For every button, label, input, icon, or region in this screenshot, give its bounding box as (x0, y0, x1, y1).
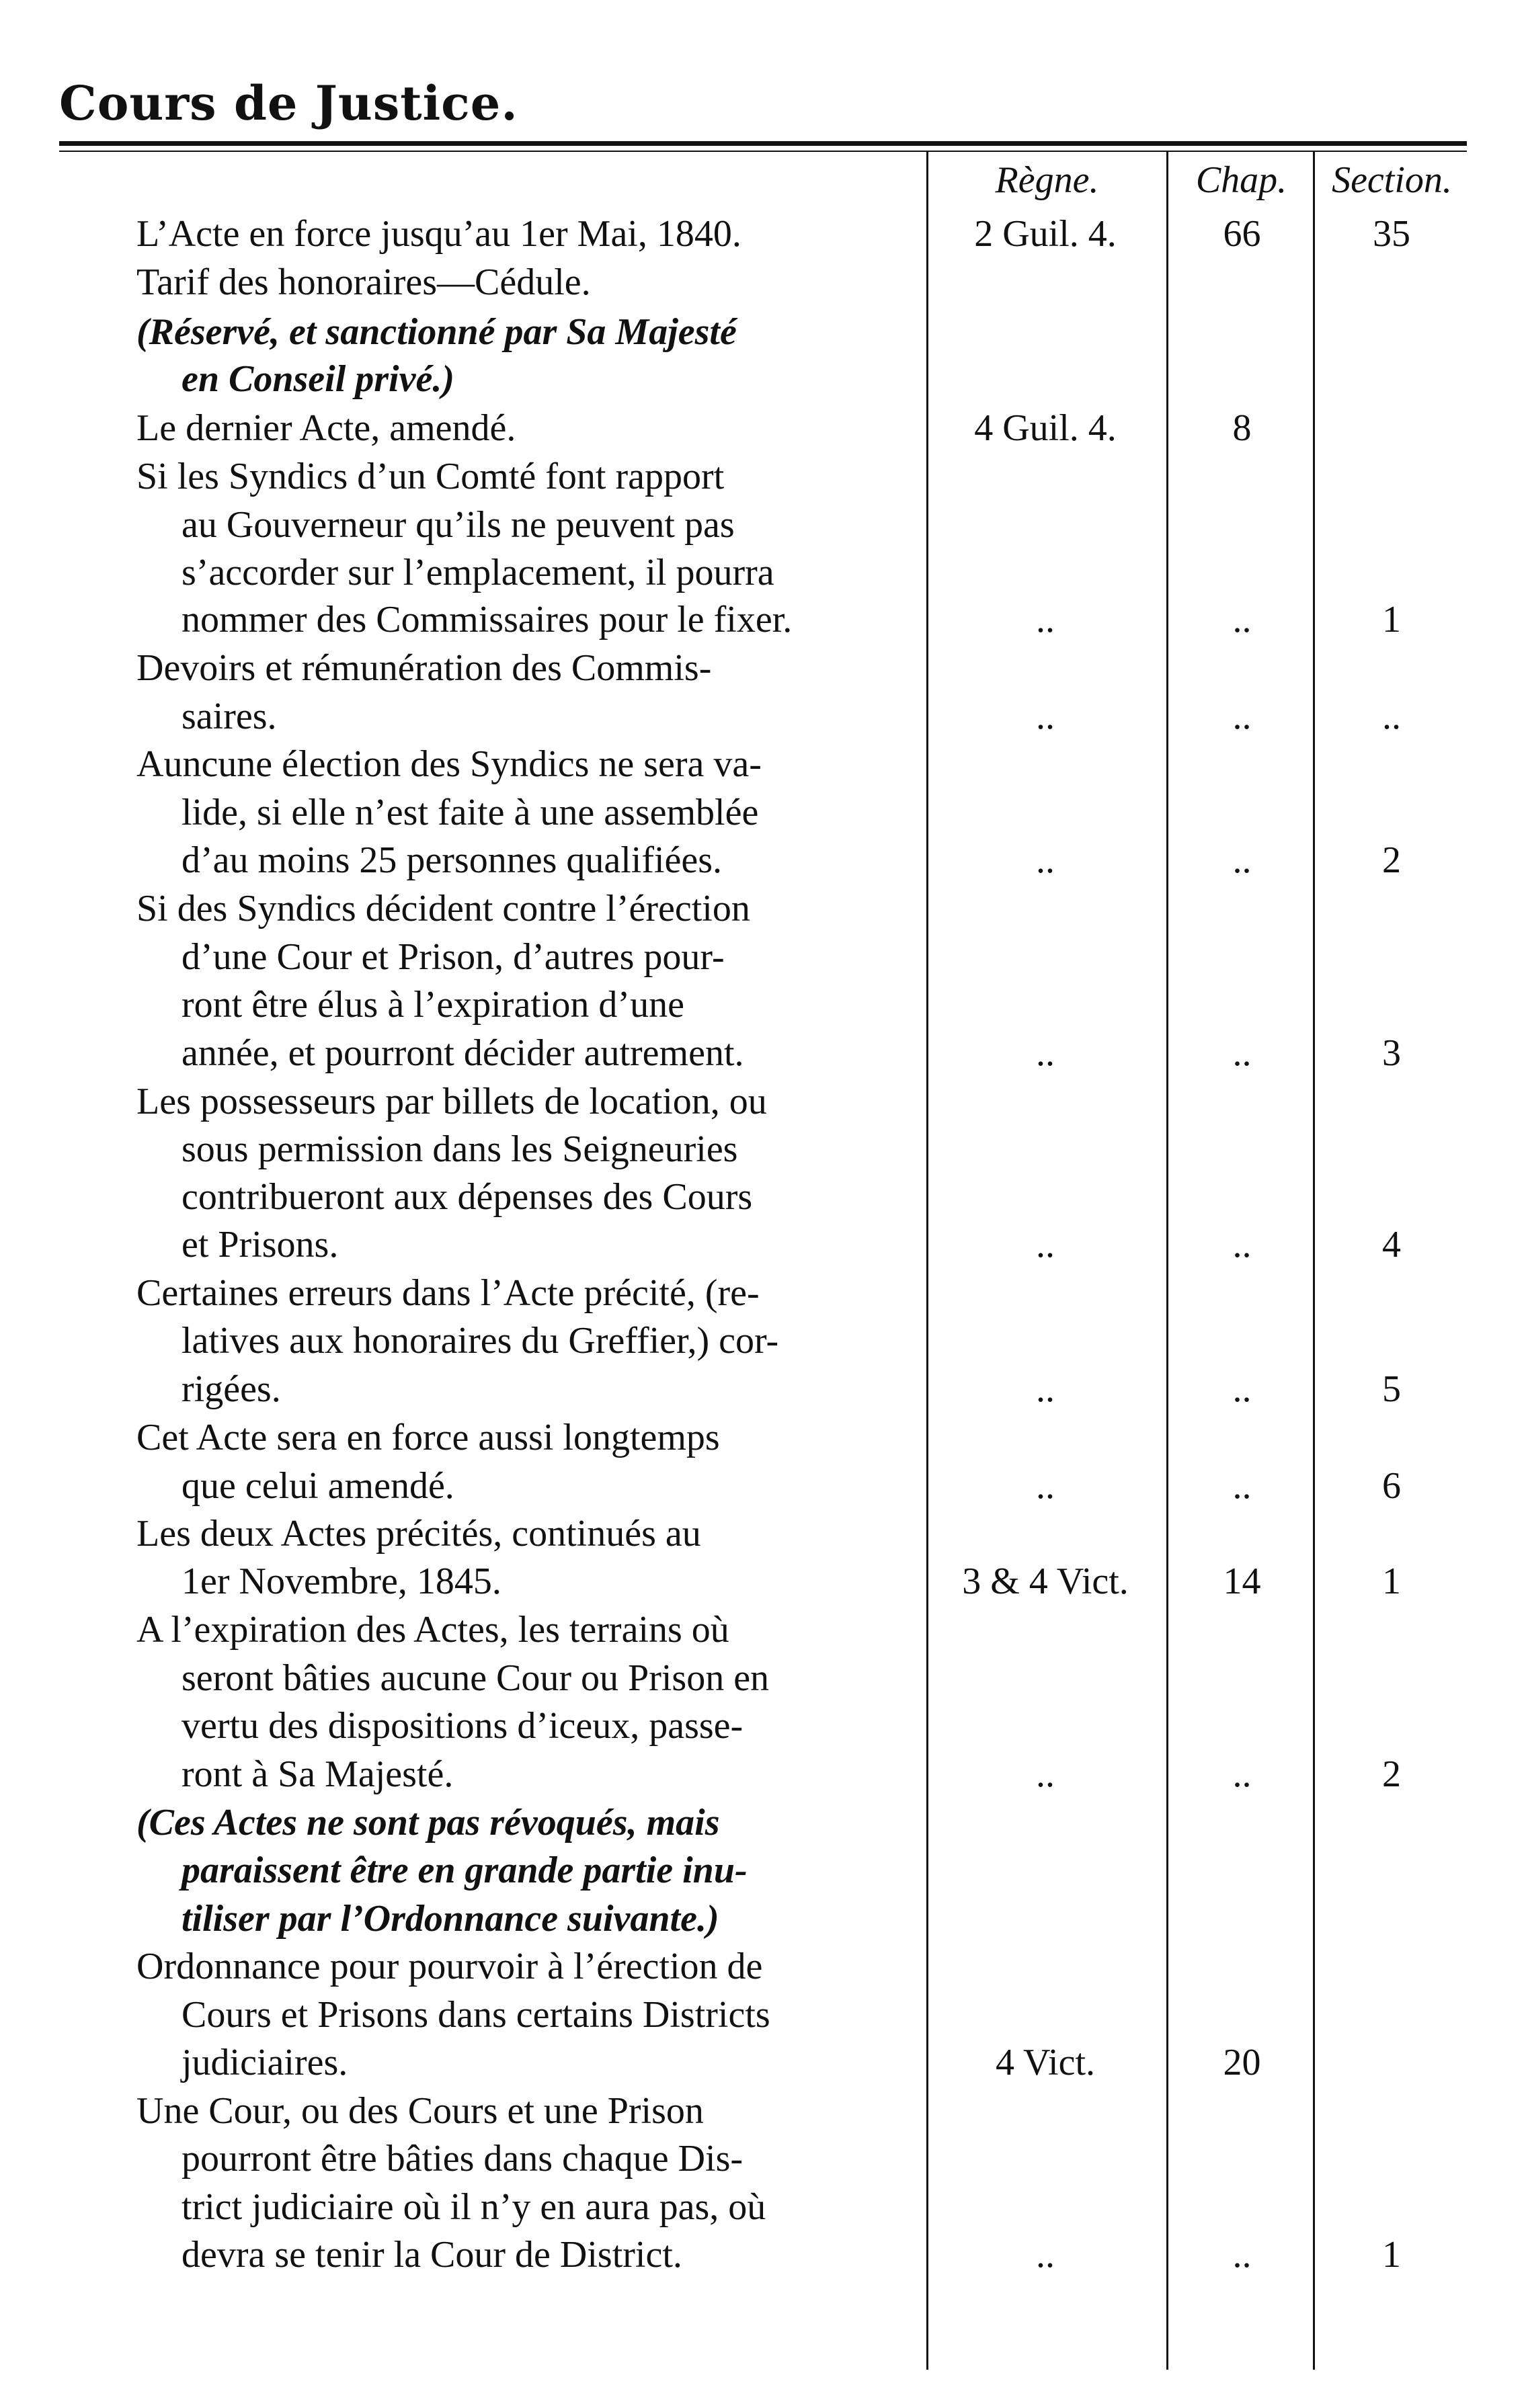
column-divider-regne (1166, 152, 1168, 2370)
regne-cell: 4 Guil. 4. (974, 407, 1117, 449)
section-cell: .. (1382, 696, 1401, 737)
column-header-regne: Règne. (995, 159, 1099, 201)
text-line: année, et pourront décider autrement. (182, 1032, 744, 1074)
text-line: Cet Acte sera en force aussi longtemps (136, 1417, 720, 1458)
text-line: Auncune élection des Syndics ne sera va- (136, 743, 762, 785)
chap-cell: .. (1232, 696, 1252, 737)
section-cell: 1 (1382, 2234, 1401, 2276)
chap-cell: 8 (1232, 407, 1252, 449)
regne-cell: 3 & 4 Vict. (962, 1561, 1129, 1602)
column-header-section: Section. (1332, 159, 1452, 201)
section-cell: 6 (1382, 1465, 1401, 1507)
section-cell: 5 (1382, 1368, 1401, 1410)
text-line: vertu des dispositions d’iceux, passe- (182, 1705, 744, 1747)
chap-cell: .. (1232, 1032, 1252, 1074)
text-line: trict judiciaire où il n’y en aura pas, où (182, 2186, 766, 2228)
chap-cell: 20 (1223, 2042, 1261, 2083)
text-line: Les possesseurs par billets de location, ou (136, 1081, 767, 1122)
text-line: seront bâties aucune Cour ou Prison en (182, 1657, 770, 1699)
regne-cell: .. (1036, 1465, 1055, 1507)
text-line: nommer des Commissaires pour le fixer. (182, 599, 793, 640)
regne-cell: 4 Vict. (995, 2042, 1096, 2083)
text-line: lide, si elle n’est faite à une assemblée (182, 792, 759, 833)
text-line: Devoirs et rémunération des Commis- (136, 647, 712, 689)
section-cell: 1 (1382, 599, 1401, 640)
text-line: et Prisons. (182, 1224, 339, 1265)
text-line-italic: en Conseil privé.) (182, 358, 454, 400)
section-cell: 4 (1382, 1224, 1401, 1265)
section-cell: 3 (1382, 1032, 1401, 1074)
text-line: rigées. (182, 1368, 281, 1410)
text-line-italic: (Ces Actes ne sont pas révoqués, mais (136, 1802, 720, 1843)
text-line: Ordonnance pour pourvoir à l’érection de (136, 1946, 763, 1987)
chap-cell: 14 (1223, 1561, 1261, 1602)
chap-cell: .. (1232, 1465, 1252, 1507)
section-cell: 2 (1382, 839, 1401, 881)
chap-cell: .. (1232, 839, 1252, 881)
text-line: d’au moins 25 personnes qualifiées. (182, 839, 723, 881)
text-line-italic: tiliser par l’Ordonnance suivante.) (182, 1898, 719, 1940)
regne-cell: .. (1036, 1753, 1055, 1795)
section-cell: 35 (1373, 213, 1410, 255)
regne-cell: .. (1036, 599, 1055, 640)
text-line: sous permission dans les Seigneuries (182, 1128, 738, 1170)
text-line: contribueront aux dépenses des Cours (182, 1176, 753, 1218)
text-line-italic: paraissent être en grande partie inu- (182, 1850, 748, 1891)
section-cell: 1 (1382, 1561, 1401, 1602)
text-line: Tarif des honoraires—Cédule. (136, 261, 591, 303)
text-line: Si les Syndics d’un Comté font rapport (136, 456, 725, 497)
text-line: Si des Syndics décident contre l’érection (136, 888, 750, 929)
regne-cell: .. (1036, 696, 1055, 737)
text-line: L’Acte en force jusqu’au 1er Mai, 1840. (136, 213, 741, 255)
text-line: pourront être bâties dans chaque Dis- (182, 2138, 744, 2179)
regne-cell: .. (1036, 1032, 1055, 1074)
chap-cell: .. (1232, 1224, 1252, 1265)
header-rule-thin (59, 151, 1467, 152)
text-line: Les deux Actes précités, continués au (136, 1513, 701, 1554)
chap-cell: .. (1232, 599, 1252, 640)
text-line: judiciaires. (182, 2042, 348, 2083)
text-line: s’accorder sur l’emplacement, il pourra (182, 552, 774, 593)
page-title: Cours de Justice. (59, 75, 518, 131)
text-line: au Gouverneur qu’ils ne peuvent pas (182, 504, 735, 546)
regne-cell: .. (1036, 1224, 1055, 1265)
chap-cell: 66 (1223, 213, 1261, 255)
column-header-chap: Chap. (1195, 159, 1287, 201)
text-line: ront à Sa Majesté. (182, 1753, 454, 1795)
text-line: devra se tenir la Cour de District. (182, 2234, 682, 2276)
text-line: d’une Cour et Prison, d’autres pour- (182, 936, 725, 978)
section-cell: 2 (1382, 1753, 1401, 1795)
text-line: Cours et Prisons dans certains Districts (182, 1994, 770, 2036)
text-line: 1er Novembre, 1845. (182, 1561, 501, 1602)
text-line-italic: (Réservé, et sanctionné par Sa Majesté (136, 311, 737, 353)
text-line: Une Cour, ou des Cours et une Prison (136, 2090, 704, 2132)
text-line: Le dernier Acte, amendé. (136, 407, 516, 449)
chap-cell: .. (1232, 1753, 1252, 1795)
text-line: latives aux honoraires du Greffier,) cor- (182, 1320, 779, 1362)
chap-cell: .. (1232, 1368, 1252, 1410)
text-line: saires. (182, 696, 277, 737)
regne-cell: .. (1036, 1368, 1055, 1410)
regne-cell: .. (1036, 2234, 1055, 2276)
text-line: ront être élus à l’expiration d’une (182, 984, 684, 1026)
header-rule-thick (59, 141, 1467, 146)
text-line: A l’expiration des Actes, les terrains où (136, 1609, 729, 1651)
regne-cell: .. (1036, 839, 1055, 881)
text-line: que celui amendé. (182, 1465, 454, 1507)
text-line: Certaines erreurs dans l’Acte précité, (re- (136, 1272, 760, 1314)
chap-cell: .. (1232, 2234, 1252, 2276)
regne-cell: 2 Guil. 4. (974, 213, 1117, 255)
